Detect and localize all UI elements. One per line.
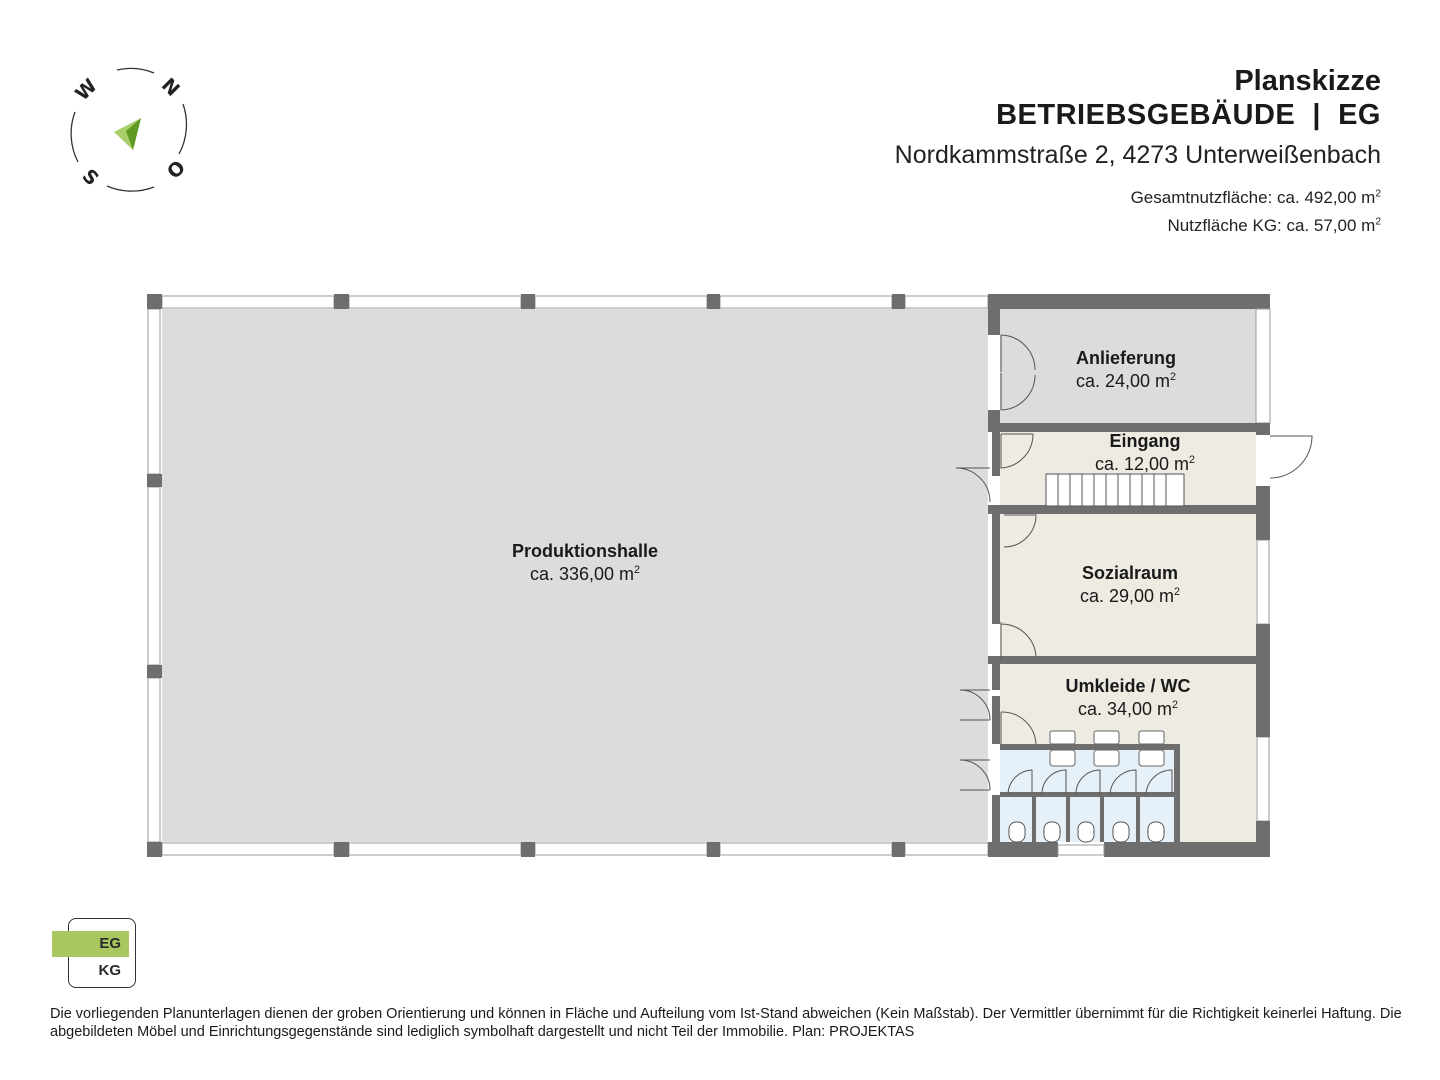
room-eingang bbox=[1055, 430, 1235, 476]
room-area: ca. 24,00 $m^2$ bbox=[1075, 371, 1177, 391]
room-umkleide bbox=[1038, 675, 1218, 721]
room-area: ca. 29,00 $m^2$ bbox=[1079, 586, 1181, 606]
total-area-value: Gesamtnutzfläche: ca. 492,00 m bbox=[1130, 188, 1376, 207]
floor-switcher bbox=[52, 918, 136, 988]
floor-button-eg[interactable]: EG bbox=[52, 931, 129, 957]
unit-exponent: 2 bbox=[1375, 188, 1381, 200]
plan-title: Planskizze bbox=[1234, 65, 1381, 97]
compass-west: W bbox=[71, 74, 102, 106]
plan-subtitle: BETRIEBSGEBÄUDE | EG bbox=[996, 99, 1381, 131]
plan-address: Nordkammstraße 2, 4273 Unterweißenbach bbox=[894, 141, 1381, 169]
compass-south: S bbox=[77, 164, 103, 191]
room-sozialraum bbox=[1040, 562, 1220, 608]
room-produktionshalle bbox=[465, 540, 705, 586]
room-area: ca. 34,00 $m^2$ bbox=[1077, 699, 1179, 719]
room-name: Anlieferung bbox=[1075, 348, 1176, 368]
compass-north: N bbox=[156, 73, 184, 101]
room-area: ca. 336,00 $m^2$ bbox=[529, 564, 641, 584]
room-name: Sozialraum bbox=[1081, 563, 1179, 583]
room-name: Produktionshalle bbox=[511, 541, 659, 561]
stairs bbox=[1046, 474, 1184, 506]
unit-exponent: 2 bbox=[1375, 216, 1381, 228]
disclaimer-text: Die vorliegenden Planunterlagen dienen der groben Orientierung und können in Fläche und Aufteilung vom Ist-Stand abweichen (Kein Maßstab). Der Vermittler übernimmt für die Richtigkeit keinerlei Haftung. Die abgebildeten Möbel und Einrichtungsgegenstände sind lediglich symbolhaft dargestellt und nicht Teil der Immobilie. Plan: PROJEKTAS bbox=[50, 1006, 1402, 1040]
kg-area-value: Nutzfläche KG: ca. 57,00 m bbox=[1167, 216, 1376, 235]
floor-button-kg[interactable]: KG bbox=[98, 962, 121, 979]
room-name: Umkleide / WC bbox=[1065, 676, 1191, 696]
compass-east: O bbox=[162, 156, 190, 184]
room-area: ca. 12,00 $m^2$ bbox=[1094, 454, 1196, 474]
room-anlieferung bbox=[1036, 347, 1216, 393]
room-name: Eingang bbox=[1109, 431, 1181, 451]
